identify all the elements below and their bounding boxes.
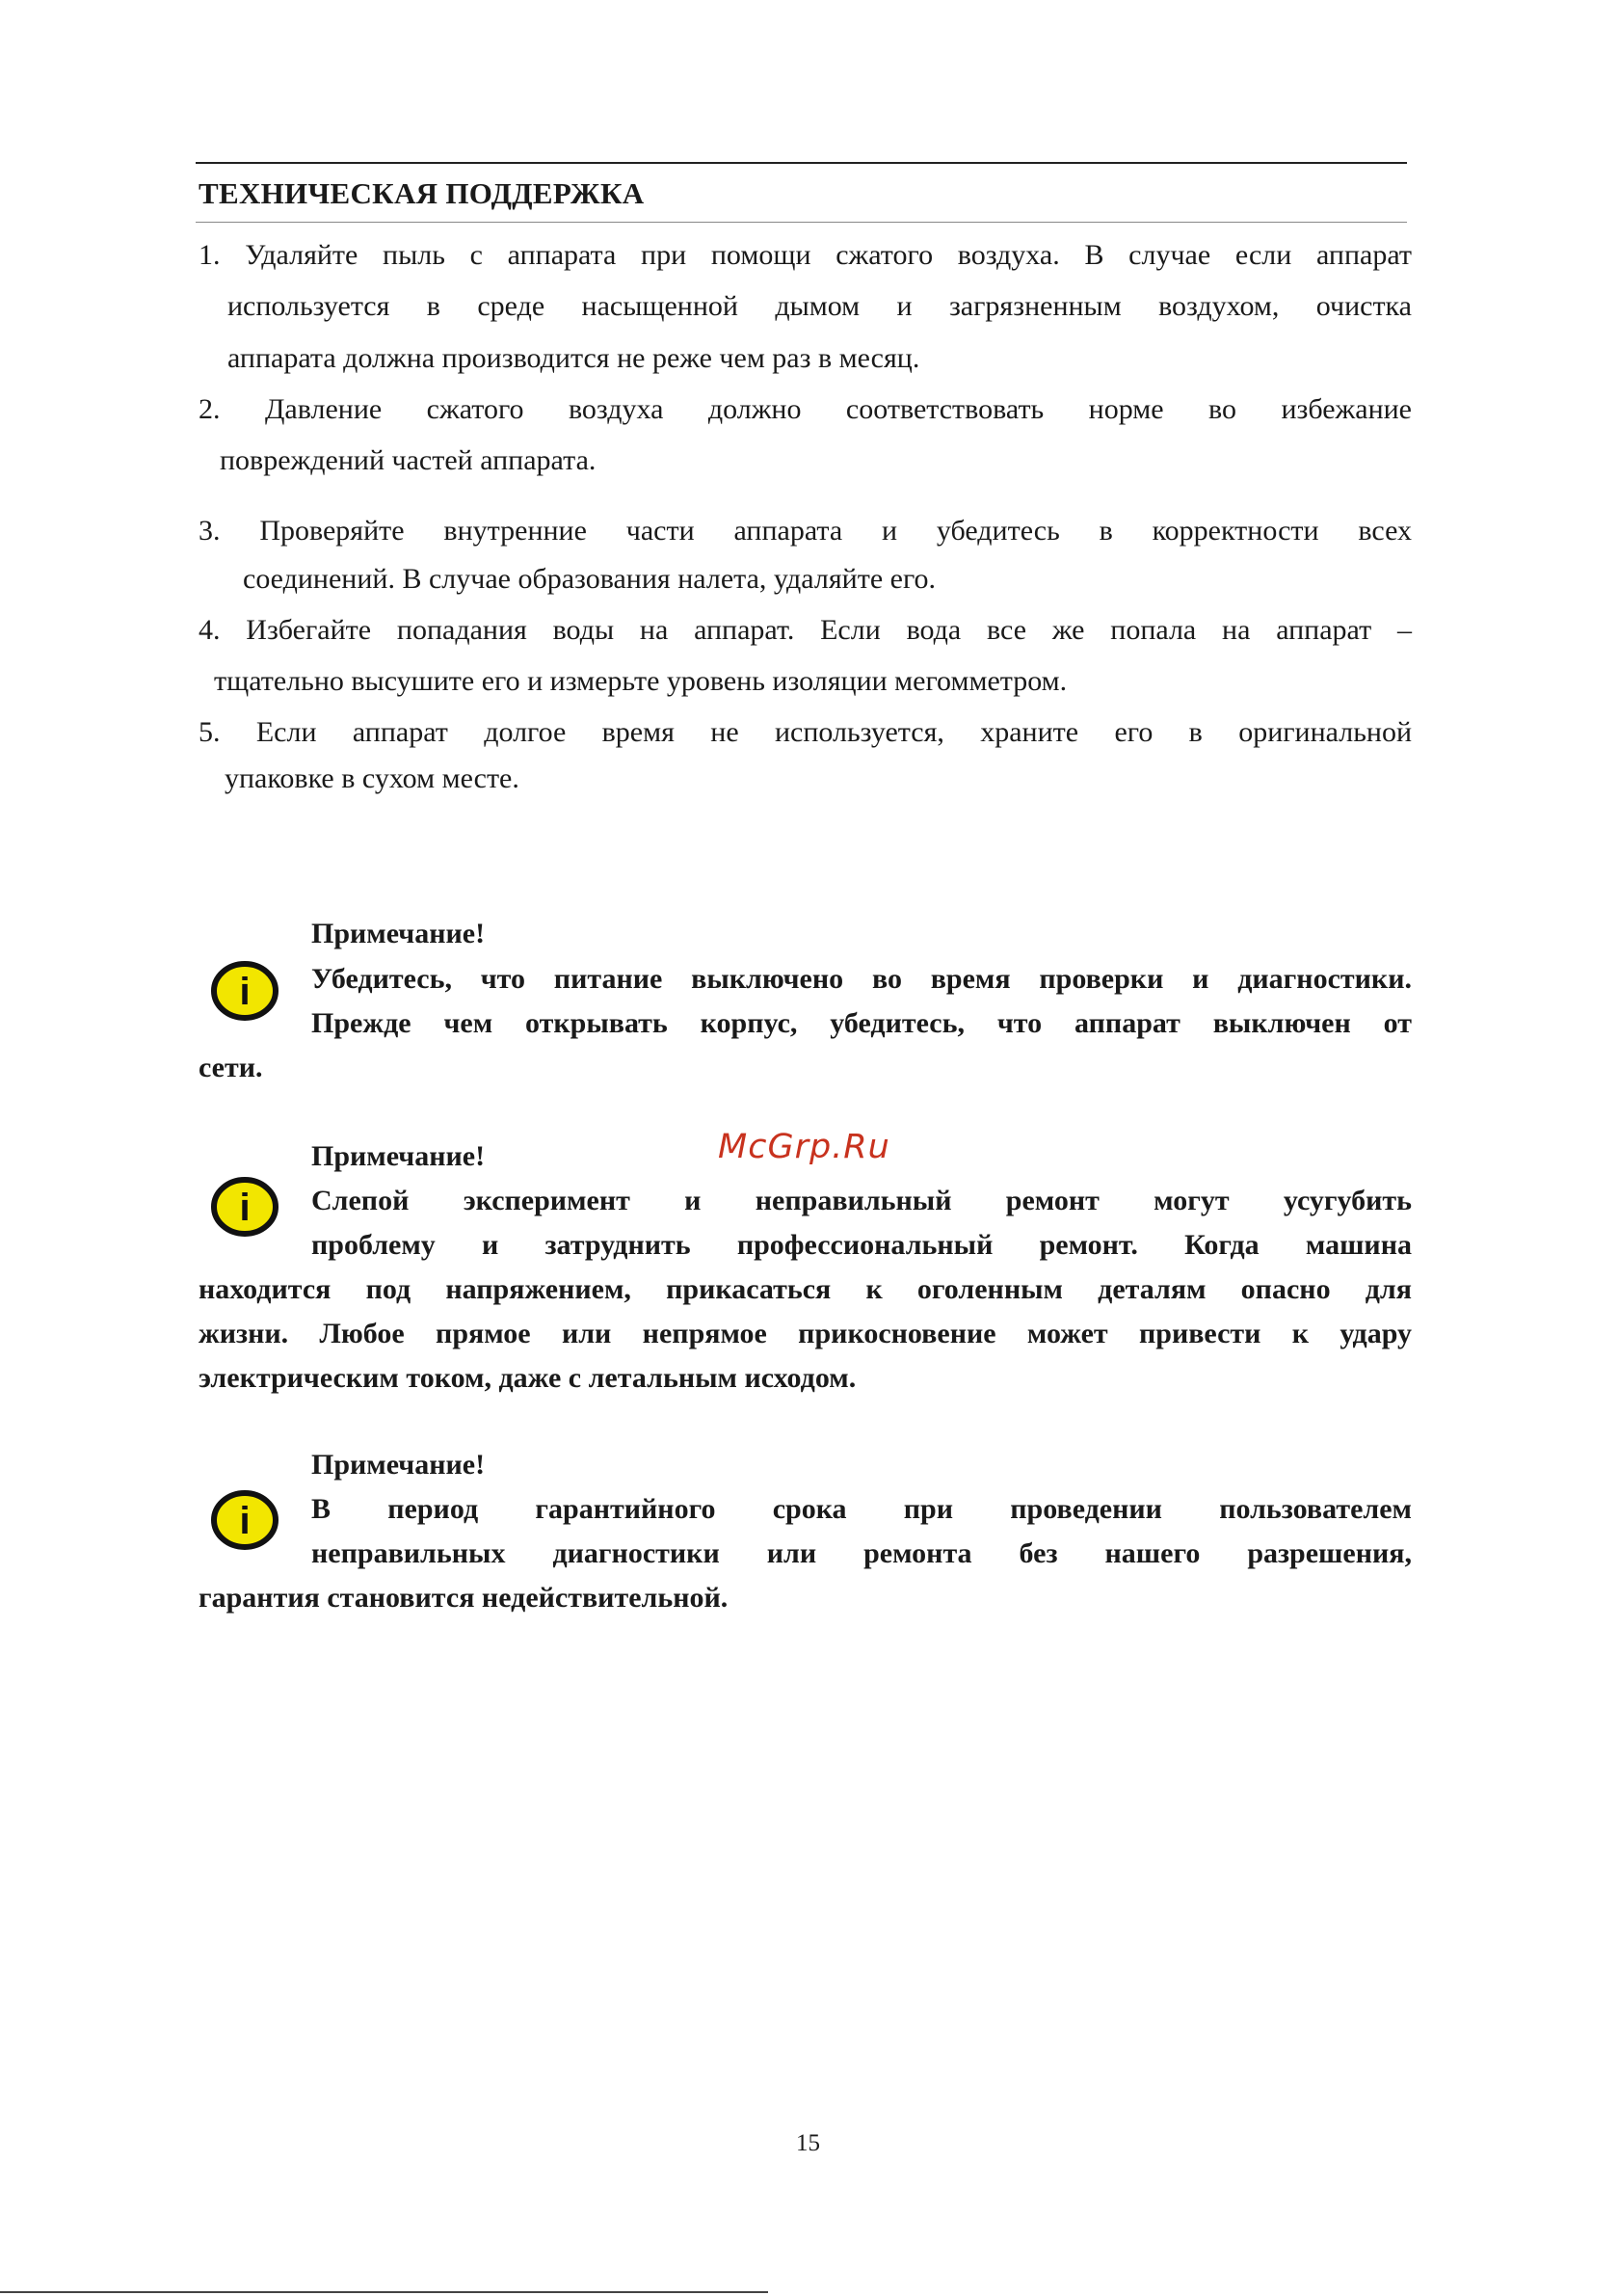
note-2-line-1: Слепой эксперимент и неправильный ремонт могут усугубить (311, 1185, 1412, 1216)
watermark: McGrp.Ru (718, 1128, 890, 1166)
note-2-heading: Примечание! (311, 1140, 486, 1172)
note-3-line-3: гарантия становится недействительной. (199, 1582, 729, 1614)
bottom-rule (0, 2291, 768, 2293)
info-icon-glyph: i (239, 1187, 251, 1229)
page-number: 15 (796, 2130, 820, 2156)
note-2-line-3: находится под напряжением, прикасаться к оголенным деталям опасно для (199, 1273, 1412, 1305)
note-3-line-2: неправильных диагностики или ремонта без нашего разрешения, (311, 1537, 1412, 1569)
info-icon (210, 1176, 279, 1238)
list-item-3-line-2: соединений. В случае образования налета, удаляйте его. (243, 563, 937, 595)
list-item-4-line-1: 4. Избегайте попадания воды на аппарат. Если вода все же попала на аппарат – (199, 614, 1412, 646)
note-1-heading: Примечание! (311, 918, 486, 949)
title-underline (196, 222, 1407, 223)
list-item-2-line-1: 2. Давление сжатого воздуха должно соответствовать норме во избежание (199, 393, 1412, 425)
note-1-line-1: Убедитесь, что питание выключено во время проверки и диагностики. (311, 963, 1412, 995)
info-icon (210, 960, 279, 1022)
list-item-1-line-3: аппарата должна производится не реже чем раз в месяц. (227, 342, 920, 374)
note-1-line-3: сети. (199, 1052, 263, 1083)
note-3-heading: Примечание! (311, 1449, 486, 1481)
list-item-1-line-1: 1. Удаляйте пыль с аппарата при помощи сжатого воздуха. В случае если аппарат (199, 239, 1412, 271)
top-rule (196, 162, 1407, 164)
info-icon-glyph: i (239, 971, 251, 1013)
note-2-line-2: проблему и затруднить профессиональный ремонт. Когда машина (311, 1229, 1412, 1261)
note-1-line-2: Прежде чем открывать корпус, убедитесь, что аппарат выключен от (311, 1007, 1412, 1039)
section-title: ТЕХНИЧЕСКАЯ ПОДДЕРЖКА (199, 176, 645, 210)
list-item-1-line-2: используется в среде насыщенной дымом и загрязненным воздухом, очистка (227, 290, 1412, 322)
info-icon-glyph: i (239, 1500, 251, 1542)
info-icon (210, 1489, 279, 1551)
note-3-line-1: В период гарантийного срока при проведении пользователем (311, 1493, 1412, 1525)
note-2-line-4: жизни. Любое прямое или непрямое прикосновение может привести к удару (199, 1318, 1412, 1349)
list-item-5-line-2: упаковке в сухом месте. (225, 762, 519, 794)
list-item-3-line-1: 3. Проверяйте внутренние части аппарата и убедитесь в корректности всех (199, 515, 1412, 547)
list-item-2-line-2: повреждений частей аппарата. (220, 444, 597, 476)
list-item-4-line-2: тщательно высушите его и измерьте уровень изоляции мегомметром. (214, 665, 1068, 697)
note-2-line-5: электрическим током, даже с летальным исходом. (199, 1362, 857, 1394)
list-item-5-line-1: 5. Если аппарат долгое время не используется, храните его в оригинальной (199, 716, 1412, 748)
